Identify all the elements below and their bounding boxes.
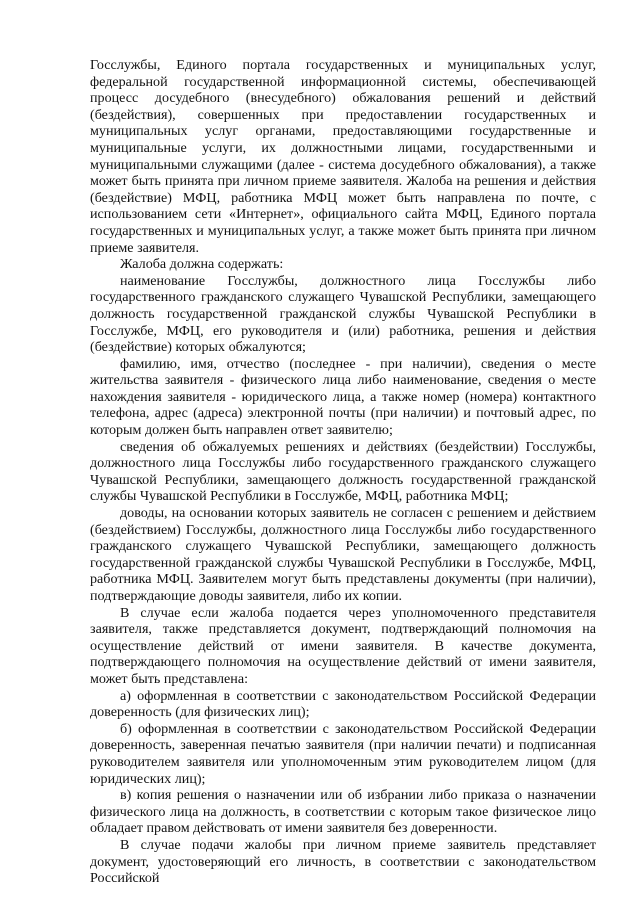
- paragraph-personal-reception: В случае подачи жалобы при личном приеме заявитель представляет документ, удостоверяющий его личность, в соответствии с законодательством Российской: [90, 836, 596, 887]
- paragraph-item-applicant: фамилию, имя, отчество (последнее - при наличии), сведения о месте жительства заявителя - физического лица либо наименование, сведения о месте нахождения заявителя - юридического лица, а также номер (номера) контактного телефона, адрес (адреса) электронной почты (при наличии) и почтовый адрес, по которым должен быть направлен ответ заявителю;: [90, 355, 596, 439]
- paragraph-complaint-contents: Жалоба должна содержать:: [120, 256, 284, 273]
- document-page: [90, 57, 596, 887]
- paragraph-item-arguments: доводы, на основании которых заявитель не согласен с решением и действием (бездействием) Госслужбы, должностного лица Госслужбы либо государственного гражданского служащего Чувашской Республики, замещающего должность государственной гражданской службы Чувашской Республики в Госслужбе, МФЦ, работника МФЦ. Заявителем могут быть представлены документы (при наличии), подтверждающие доводы заявителя, либо их копии.: [90, 505, 596, 604]
- paragraph-option-a: а) оформленная в соответствии с законодательством Российской Федерации доверенность (для физических лиц);: [90, 687, 596, 721]
- paragraph-item-name: наименование Госслужбы, должностного лица Госслужбы либо государственного гражданского служащего Чувашской Республики, замещающего должность государственной гражданской службы Чувашской Республики в Госслужбе, МФЦ, его руководителя и (или) работника, решения и действия (бездействие) которых обжалуются;: [90, 272, 596, 356]
- paragraph-continuation: Госслужбы, Единого портала государственных и муниципальных услуг, федеральной государственной информационной системы, обеспечивающей процесс досудебного (внесудебного) обжалования решений и действий (бездействия), совершенных при предоставлении государственных и муниципальных услуг органами, предоставляющими государственные и муниципальные услуги, их должностными лицами, государственными и муниципальными служащими (далее - система досудебного обжалования), а также может быть принята при личном приеме заявителя. Жалоба на решения и действия (бездействие) МФЦ, работника МФЦ может быть направлена по почте, с использованием сети «Интернет», официального сайта МФЦ, Единого портала государственных и муниципальных услуг, а также может быть принята при личном приеме заявителя.: [90, 57, 596, 256]
- paragraph-item-decisions: сведения об обжалуемых решениях и действиях (бездействии) Госслужбы, должностного лица Госслужбы либо государственного гражданского служащего Чувашской Республики, замещающего должность государственной гражданской службы Чувашской Республики в Госслужбе, МФЦ, работника МФЦ;: [90, 438, 596, 505]
- paragraph-option-b: б) оформленная в соответствии с законодательством Российской Федерации доверенность, заверенная печатью заявителя (при наличии печати) и подписанная руководителем заявителя или уполномоченным этим руководителем лицом (для юридических лиц);: [90, 720, 596, 787]
- paragraph-option-c: в) копия решения о назначении или об избрании либо приказа о назначении физического лица на должность, в соответствии с которым такое физическое лицо обладает правом действовать от имени заявителя без доверенности.: [90, 787, 596, 837]
- paragraph-representative: В случае если жалоба подается через уполномоченного представителя заявителя, также представляется документ, подтверждающий полномочия на осуществление действий от имени заявителя. В качестве документа, подтверждающего полномочия на осуществление действий от имени заявителя, может быть представлена:: [90, 604, 596, 687]
